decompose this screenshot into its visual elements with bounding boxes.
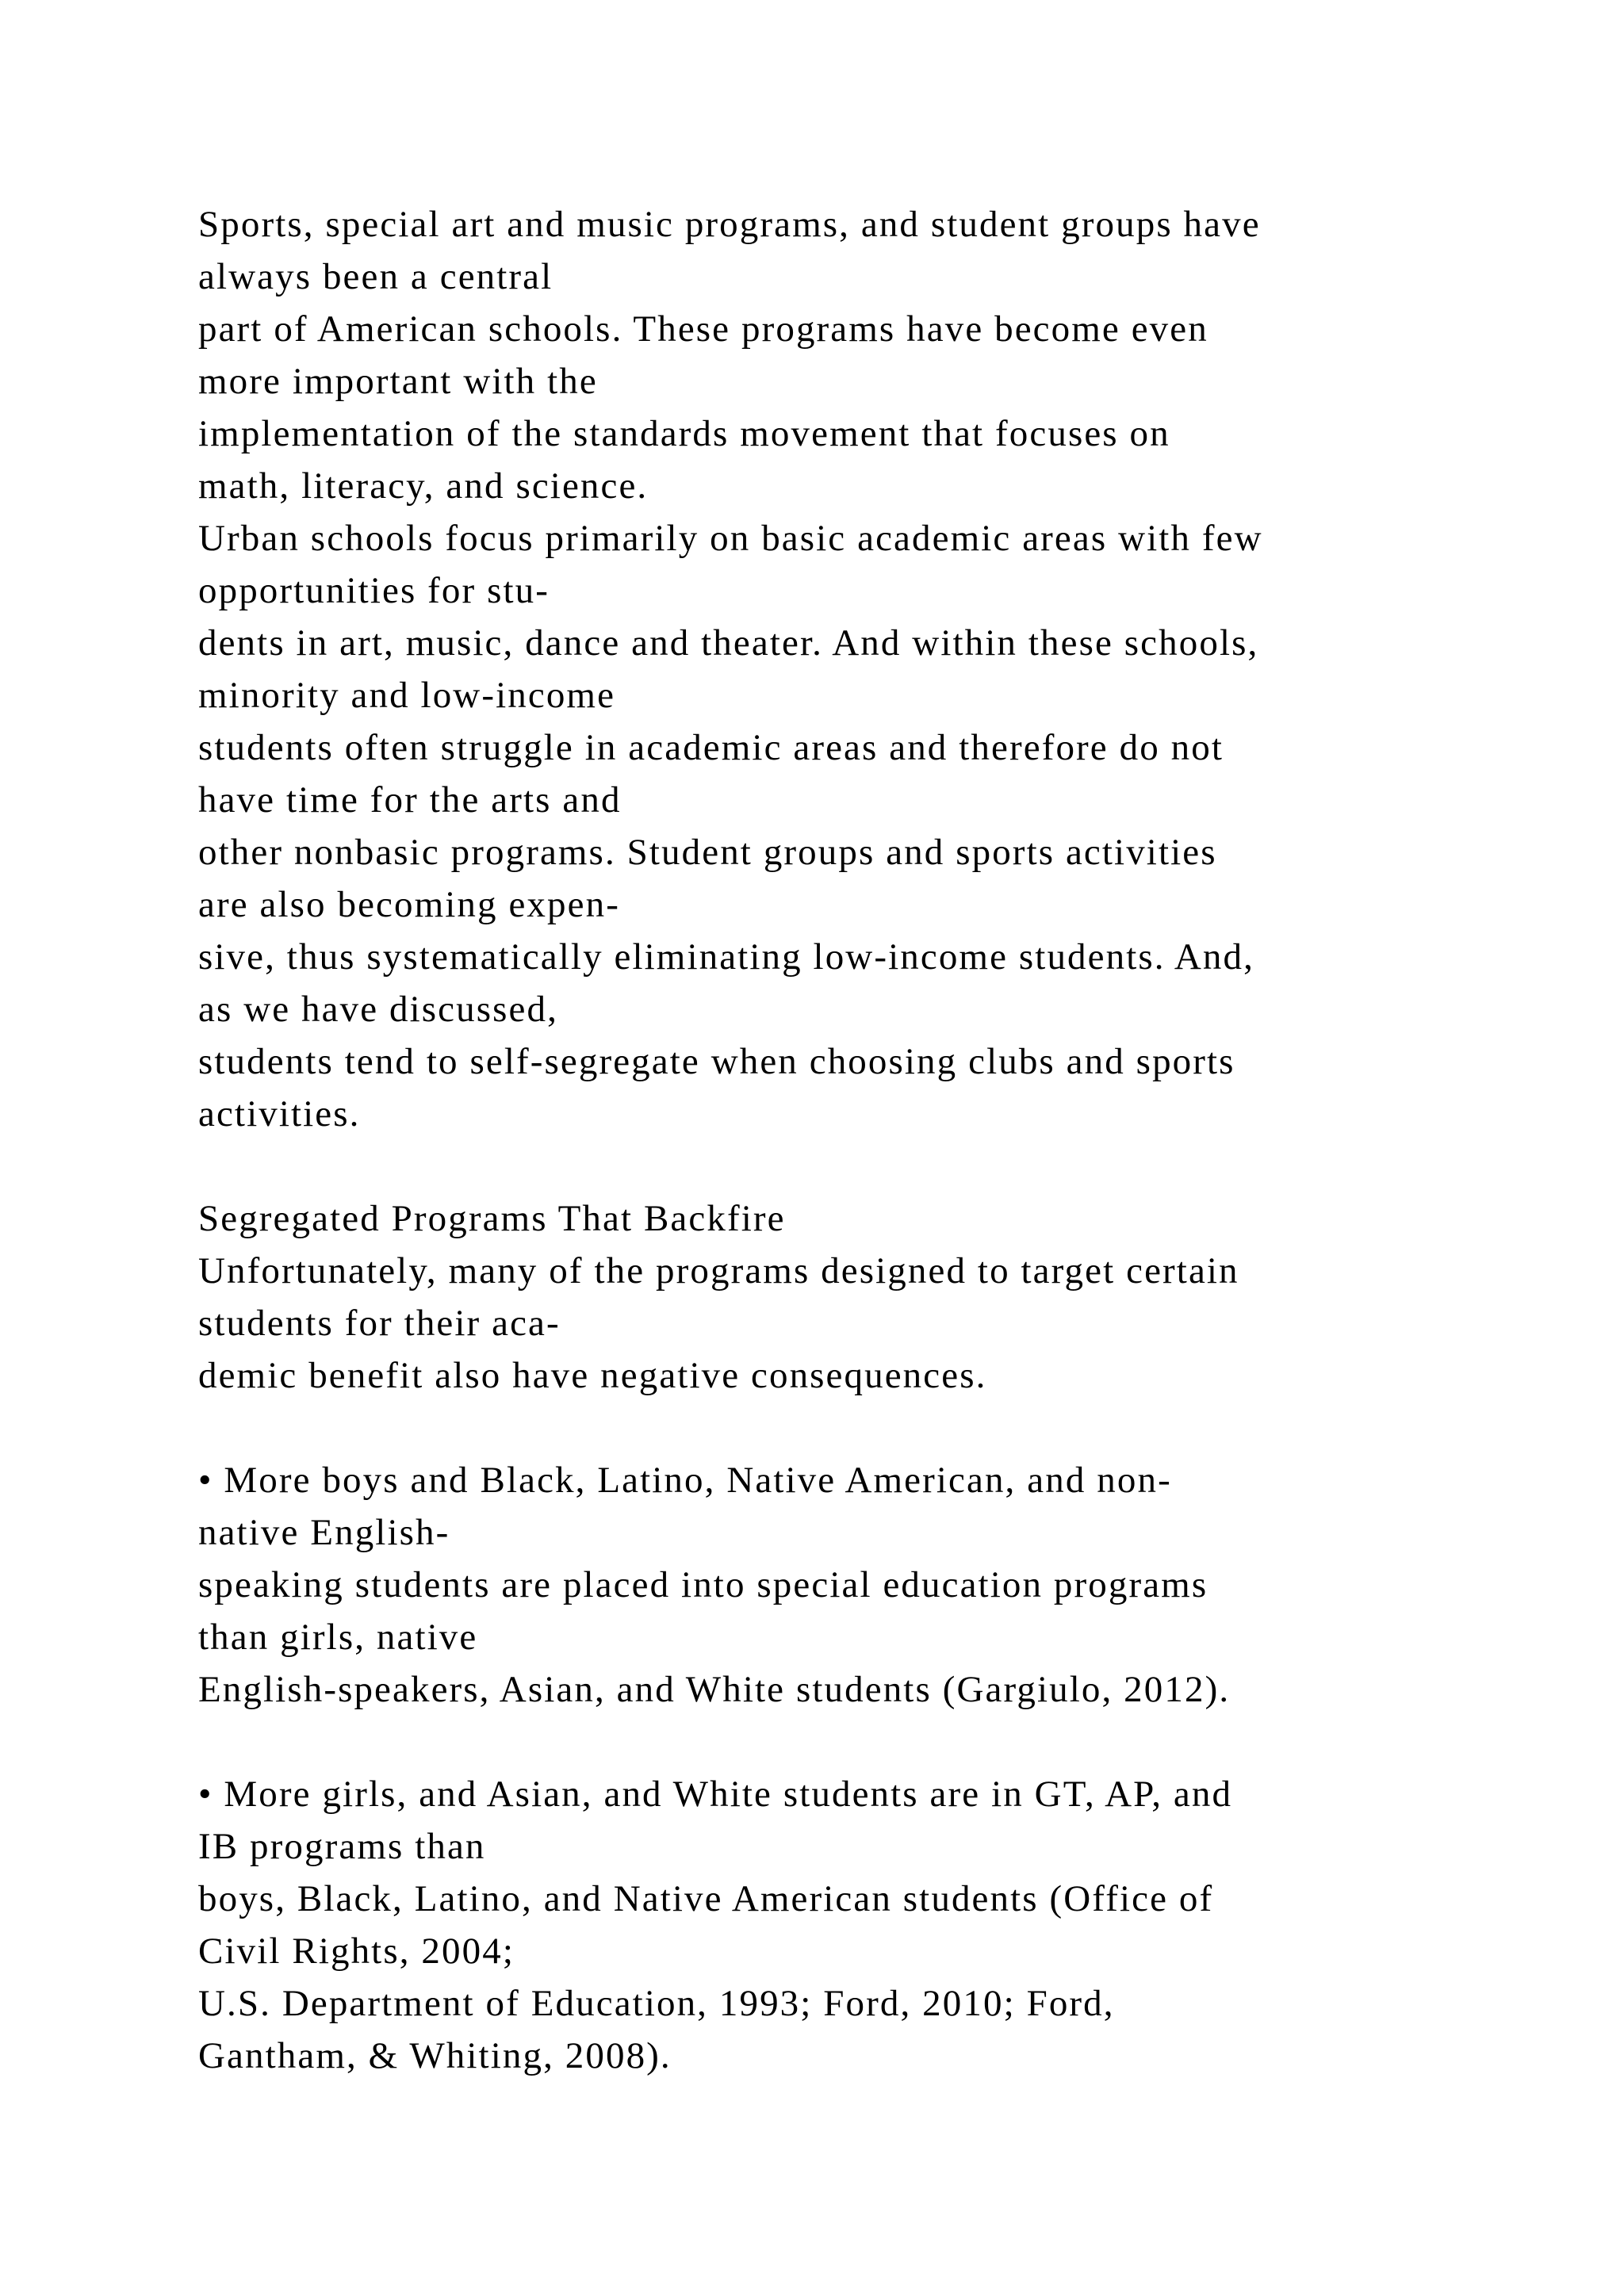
paragraph-line: activities. (198, 1093, 361, 1135)
bullet-line: than girls, native (198, 1617, 478, 1658)
bullet-line: U.S. Department of Education, 1993; Ford, 2010; Ford, (198, 1983, 1115, 2024)
bullet-line: Gantham, & Whiting, 2008). (198, 2035, 672, 2076)
bullet-line: English-speakers, Asian, and White students (Gargiulo, 2012). (198, 1669, 1231, 1710)
bullet-line: Civil Rights, 2004; (198, 1931, 515, 1972)
paragraph-line: sive, thus systematically eliminating low-income students. And, (198, 936, 1254, 978)
paragraph-line: other nonbasic programs. Student groups and sports activities (198, 832, 1217, 873)
bullet-line: native English- (198, 1512, 450, 1553)
paragraph-line: have time for the arts and (198, 779, 622, 821)
bullet-line: boys, Black, Latino, and Native American students (Office of (198, 1878, 1214, 1919)
bullet-line: • More boys and Black, Latino, Native American, and non- (198, 1460, 1172, 1501)
bullet-line: IB programs than (198, 1826, 486, 1867)
paragraph-line: math, literacy, and science. (198, 465, 649, 507)
intro-paragraph (198, 198, 1515, 1140)
paragraph-line: always been a central (198, 256, 553, 297)
paragraph-line: Sports, special art and music programs, and student groups have (198, 204, 1261, 245)
section-heading: Segregated Programs That Backfire (198, 1198, 786, 1239)
bullet-line: • More girls, and Asian, and White students are in GT, AP, and (198, 1774, 1233, 1815)
paragraph-line: students often struggle in academic areas and therefore do not (198, 727, 1224, 768)
paragraph-line: opportunities for stu- (198, 570, 550, 611)
bullet-line: speaking students are placed into special education programs (198, 1564, 1208, 1605)
paragraph-line: Unfortunately, many of the programs designed to target certain (198, 1250, 1239, 1292)
paragraph-line: students for their aca- (198, 1303, 561, 1344)
bullet-item (198, 1768, 1515, 2082)
paragraph-spacer (198, 1716, 1515, 1768)
section-paragraph (198, 1245, 1515, 1402)
paragraph-line: students tend to self-segregate when choosing clubs and sports (198, 1041, 1235, 1082)
paragraph-line: part of American schools. These programs have become even (198, 308, 1208, 350)
paragraph-line: minority and low-income (198, 675, 616, 716)
paragraph-line: implementation of the standards movement that focuses on (198, 413, 1170, 454)
paragraph-spacer (198, 1402, 1515, 1454)
paragraph-line: Urban schools focus primarily on basic academic areas with few (198, 518, 1263, 559)
paragraph-line: dents in art, music, dance and theater. And within these schools, (198, 622, 1259, 664)
bullet-item (198, 1454, 1515, 1716)
paragraph-line: are also becoming expen- (198, 884, 620, 925)
paragraph-line: more important with the (198, 361, 598, 402)
text-column (198, 198, 1515, 2082)
paragraph-line: demic benefit also have negative consequences. (198, 1355, 987, 1396)
paragraph-spacer (198, 1140, 1515, 1192)
paragraph-line: as we have discussed, (198, 989, 558, 1030)
